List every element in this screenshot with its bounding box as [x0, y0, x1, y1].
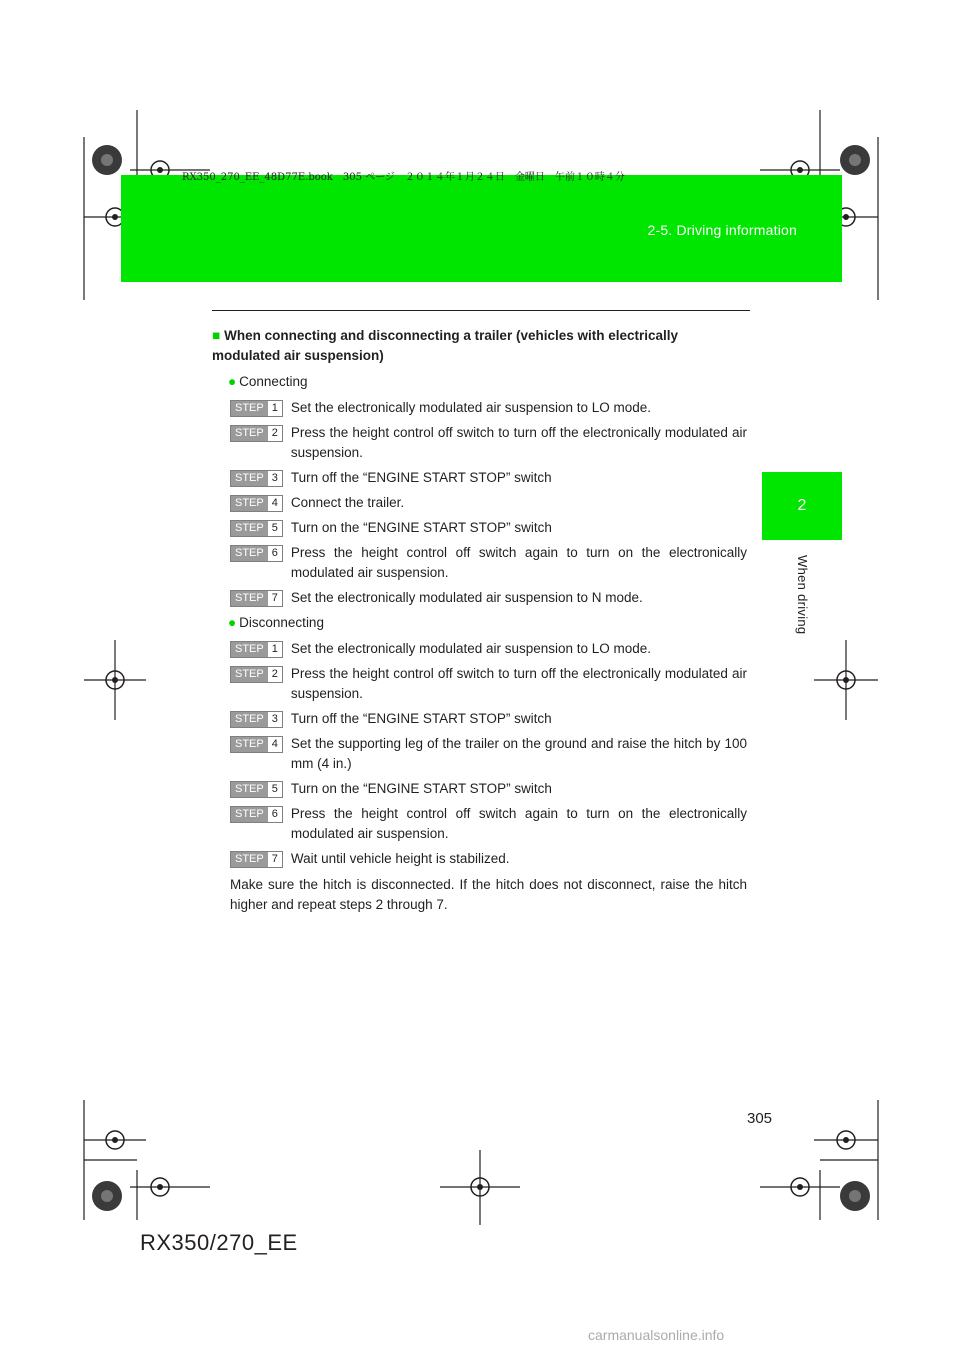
step-item [230, 734, 747, 774]
step-badge-number: 4 [268, 737, 282, 752]
step-badge [230, 520, 283, 537]
circle-bullet-icon: ● [228, 374, 237, 389]
square-bullet-icon: ■ [212, 328, 221, 343]
step-item [230, 639, 747, 659]
step-item [230, 468, 747, 488]
step-item [230, 398, 747, 418]
watermark: carmanualsonline.info [588, 1327, 725, 1343]
step-badge-label: STEP [231, 546, 268, 561]
step-item [230, 779, 747, 799]
step-text: Set the electronically modulated air suspension to N mode. [290, 590, 643, 605]
disconnecting-heading [228, 613, 747, 633]
step-badge-label: STEP [231, 642, 268, 657]
circle-bullet-icon: ● [228, 615, 237, 630]
model-code: RX350/270_EE [140, 1230, 298, 1255]
step-badge-number: 3 [268, 471, 282, 486]
step-text: Press the height control off switch again to turn on the electronically modulated air suspension. [290, 545, 747, 580]
step-text: Connect the trailer. [290, 495, 405, 510]
step-badge-number: 1 [268, 642, 282, 657]
step-badge-label: STEP [231, 667, 268, 682]
step-item [230, 493, 747, 513]
main-content [212, 326, 747, 915]
section-heading [212, 326, 747, 366]
step-badge-number: 5 [268, 782, 282, 797]
step-badge [230, 851, 283, 868]
step-badge [230, 425, 283, 442]
heading-text: When connecting and disconnecting a trailer (vehicles with electrically modulated air suspension) [212, 328, 679, 363]
step-badge [230, 590, 283, 607]
step-badge [230, 736, 283, 753]
step-badge-label: STEP [231, 712, 268, 727]
step-item [230, 518, 747, 538]
step-badge-number: 6 [268, 807, 282, 822]
step-item [230, 664, 747, 704]
step-badge-label: STEP [231, 401, 268, 416]
step-badge [230, 666, 283, 683]
step-text: Turn on the “ENGINE START STOP” switch [290, 781, 552, 796]
step-badge-label: STEP [231, 782, 268, 797]
header-divider [212, 310, 750, 311]
step-badge-number: 2 [268, 426, 282, 441]
step-badge [230, 641, 283, 658]
step-badge-number: 7 [268, 591, 282, 606]
step-badge-number: 6 [268, 546, 282, 561]
step-badge-label: STEP [231, 521, 268, 536]
step-badge-number: 4 [268, 496, 282, 511]
step-item [230, 588, 747, 608]
step-badge-label: STEP [231, 852, 268, 867]
step-badge-number: 7 [268, 852, 282, 867]
step-badge-label: STEP [231, 807, 268, 822]
step-badge [230, 711, 283, 728]
step-badge-label: STEP [231, 591, 268, 606]
step-item [230, 543, 747, 583]
chapter-number-tab: 2 [762, 472, 842, 540]
step-text: Turn off the “ENGINE START STOP” switch [290, 470, 552, 485]
step-badge-label: STEP [231, 737, 268, 752]
page-number: 305 [747, 1110, 773, 1127]
section-title: 2-5. Driving information [647, 222, 797, 238]
connecting-heading [228, 372, 747, 392]
step-text: Turn on the “ENGINE START STOP” switch [290, 520, 552, 535]
step-text: Turn off the “ENGINE START STOP” switch [290, 711, 552, 726]
step-badge [230, 781, 283, 798]
step-item [230, 423, 747, 463]
step-badge-label: STEP [231, 496, 268, 511]
step-badge [230, 806, 283, 823]
step-badge-number: 5 [268, 521, 282, 536]
step-badge-number: 3 [268, 712, 282, 727]
step-badge-label: STEP [231, 471, 268, 486]
step-item [230, 709, 747, 729]
step-text: Press the height control off switch again to turn on the electronically modulated air suspension. [290, 806, 747, 841]
step-badge-label: STEP [231, 426, 268, 441]
step-badge [230, 545, 283, 562]
step-item [230, 849, 747, 869]
print-info: RX350_270_EE_48D77E.book 305 ページ ２０１４年１月２４日 金曜日 午前１０時４分 [182, 172, 625, 183]
step-text: Set the electronically modulated air suspension to LO mode. [290, 400, 652, 415]
step-text: Press the height control off switch to turn off the electronically modulated air suspension. [290, 666, 747, 701]
step-text: Set the supporting leg of the trailer on the ground and raise the hitch by 100 mm (4 in.) [290, 736, 747, 771]
step-badge-number: 1 [268, 401, 282, 416]
step-text: Press the height control off switch to turn off the electronically modulated air suspension. [290, 425, 747, 460]
disconnecting-steps [212, 639, 747, 869]
step-badge [230, 400, 283, 417]
step-badge-number: 2 [268, 667, 282, 682]
chapter-side-label: When driving [795, 555, 810, 635]
connecting-steps [212, 398, 747, 608]
step-text: Wait until vehicle height is stabilized. [290, 851, 510, 866]
step-text: Set the electronically modulated air suspension to LO mode. [290, 641, 652, 656]
closing-note: Make sure the hitch is disconnected. If the hitch does not disconnect, raise the hitch higher and repeat steps 2 through 7. [230, 877, 747, 912]
step-badge [230, 495, 283, 512]
disconnecting-title: Disconnecting [239, 615, 324, 630]
step-item [230, 804, 747, 844]
connecting-title: Connecting [239, 374, 308, 389]
step-badge [230, 470, 283, 487]
